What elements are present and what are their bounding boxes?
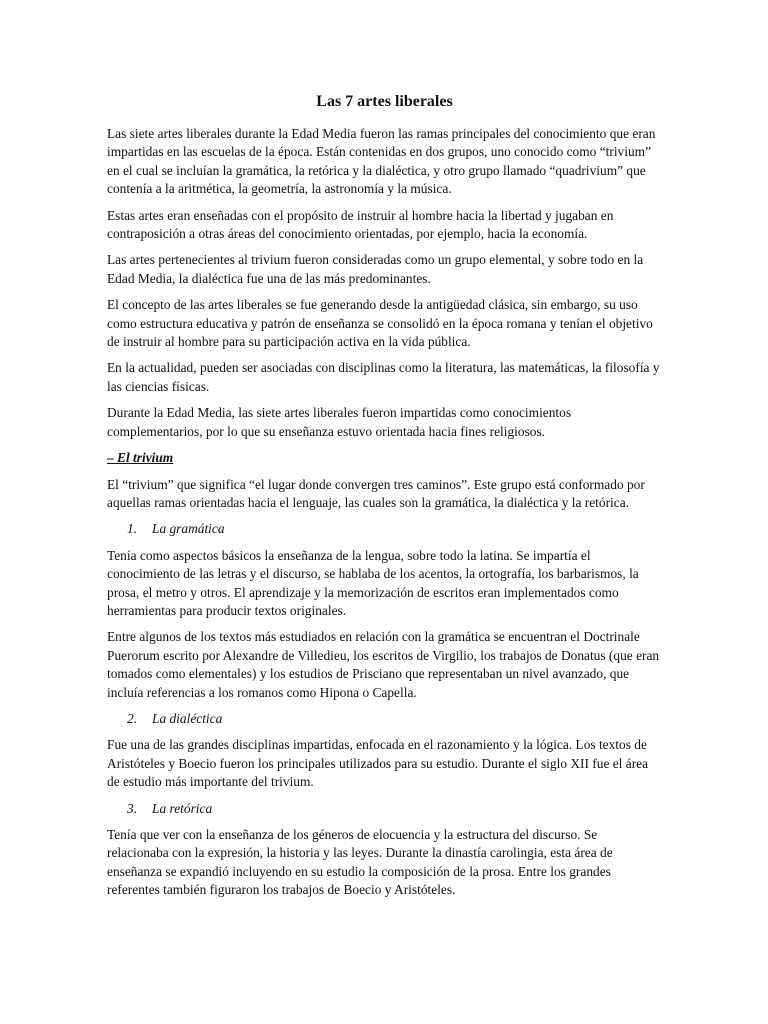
body-paragraph: Tenía como aspectos básicos la enseñanza de la lengua, sobre todo la latina. Se impartía el conocimiento de las letras y el discurso, se hablaba de los acentos, la ortografía, los barbarismos, la prosa, el metro y otros. El aprendizaje y la memorización de escritos eran implementados como herramientas para producir textos originales. <box>107 547 639 618</box>
list-number: 3. <box>127 800 138 816</box>
document-page <box>107 92 662 908</box>
subsection-heading-dialectica <box>127 710 662 728</box>
intro-paragraph: En la actualidad, pueden ser asociadas con disciplinas como la literatura, las matemáticas, la filosofía y las ciencias físicas. <box>107 360 660 394</box>
subsection-title: La retórica <box>152 800 213 816</box>
subsection-heading-gramatica <box>127 520 662 538</box>
intro-paragraph: Estas artes eran enseñadas con el propósito de instruir al hombre hacia la libertad y jugaban en contraposición a otras áreas del conocimiento orientadas, por ejemplo, hacia la economía. <box>107 207 614 242</box>
subsection-title: La dialéctica <box>152 710 223 726</box>
intro-paragraph: Las artes pertenecientes al trivium fueron consideradas como un grupo elemental, y sobre todo en la Edad Media, la dialéctica fue una de las más predominantes. <box>107 252 644 286</box>
body-paragraph: Entre algunos de los textos más estudiados en relación con la gramática se encuentran el Doctrinale Puerorum escrito por Alexandre de Villedieu, los escritos de Virgilio, los trabajos de Donatus (que eran tomados como elementales) y los estudios de Prisciano que representaban un nivel avanzado, que incluía referencias a los romanos como Hipona o Capella. <box>107 629 660 700</box>
intro-paragraph: El concepto de las artes liberales se fue generando desde la antigüedad clásica, sin embargo, su uso como estructura educativa y patrón de enseñanza se consolidó en la época romana y tenían el objetivo de instruir al hombre para su participación activa en la vida pública. <box>107 297 653 350</box>
document-title: Las 7 artes liberales <box>316 93 453 110</box>
body-paragraph: Fue una de las grandes disciplinas impartidas, enfocada en el razonamiento y la lógica. Los textos de Aristóteles y Boecio fueron los principales utilizados para su estudio. Durante el siglo XII fue el área de estudio más importante del trivium. <box>107 737 649 790</box>
subsection-title: La gramática <box>152 521 225 537</box>
intro-paragraph: Durante la Edad Media, las siete artes liberales fueron impartidas como conocimientos complementarios, por lo que su enseñanza estuvo orientada hacia fines religiosos. <box>107 405 572 439</box>
list-number: 2. <box>127 710 138 726</box>
subsection-heading-retorica <box>127 800 662 818</box>
list-number: 1. <box>127 521 138 537</box>
intro-paragraph: Las siete artes liberales durante la Edad Media fueron las ramas principales del conocimiento que eran impartidas en las escuelas de la época. Están contenidas en dos grupos, uno conocido como “trivium” en el cual se incluían la gramática, la retórica y la dialéctica, y otro grupo llamado “quadrivium” que contenía a la aritmética, la geometría, la astronomía y la música. <box>107 126 656 197</box>
section-intro-paragraph: El “trivium” que significa “el lugar donde convergen tres caminos”. Este grupo está conformado por aquellas ramas orientadas hacia el lenguaje, las cuales son la gramática, la dialéctica y la retórica. <box>107 476 645 510</box>
body-paragraph: Tenía que ver con la enseñanza de los géneros de elocuencia y la estructura del discurso. Se relacionaba con la expresión, la historia y las leyes. Durante la dinastía carolingia, esta área de enseñanza se expandió incluyendo en su estudio la composición de la prosa. Entre los grandes referentes también figuraron los trabajos de Boecio y Aristóteles. <box>107 827 613 898</box>
section-heading-trivium: – El trivium <box>107 450 174 466</box>
